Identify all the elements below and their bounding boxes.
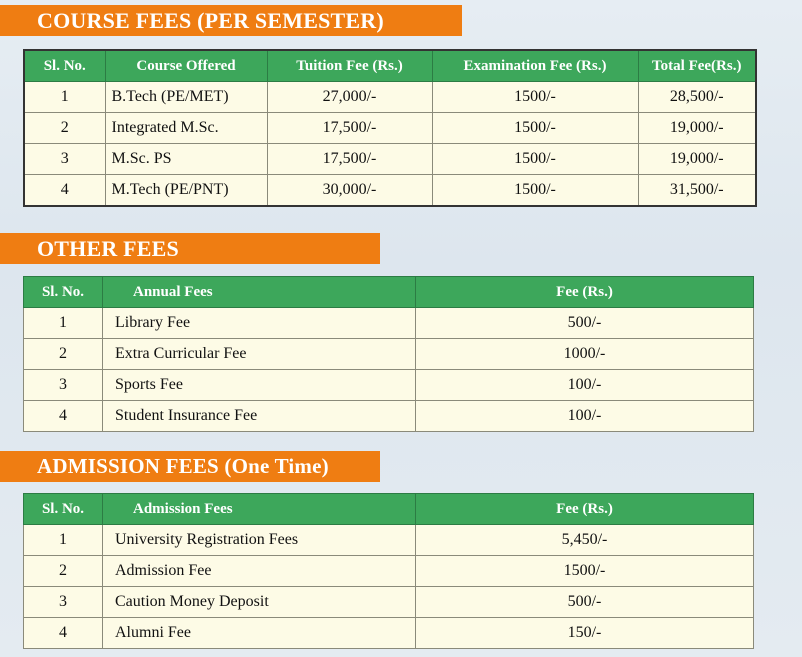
table-header-row (24, 50, 756, 82)
total-fee-cell: 28,500/- (638, 82, 756, 113)
exam-fee-cell: 1500/- (432, 144, 638, 175)
course-cell: M.Sc. PS (105, 144, 267, 175)
fee-name-cell: University Registration Fees (103, 525, 416, 556)
total-fee-cell: 19,000/- (638, 144, 756, 175)
exam-fee-cell: 1500/- (432, 175, 638, 207)
sl-no-cell: 3 (24, 370, 103, 401)
other-fees-table (23, 276, 754, 432)
total-fee-cell: 19,000/- (638, 113, 756, 144)
col-header-fee: Fee (Rs.) (416, 494, 754, 525)
sl-no-cell: 4 (24, 401, 103, 432)
sl-no-cell: 2 (24, 113, 105, 144)
sl-no-cell: 4 (24, 175, 105, 207)
fee-name-cell: Caution Money Deposit (103, 587, 416, 618)
table-header-row (24, 494, 754, 525)
col-header-annual-fees: Annual Fees (103, 277, 416, 308)
table-row (24, 144, 756, 175)
sl-no-cell: 2 (24, 339, 103, 370)
sl-no-cell: 1 (24, 525, 103, 556)
fee-amount-cell: 1500/- (416, 556, 754, 587)
admission-fees-banner: ADMISSION FEES (One Time) (0, 451, 380, 482)
table-header-row (24, 277, 754, 308)
exam-fee-cell: 1500/- (432, 82, 638, 113)
table-row (24, 82, 756, 113)
course-cell: B.Tech (PE/MET) (105, 82, 267, 113)
col-header-course-offered: Course Offered (105, 50, 267, 82)
table-row (24, 556, 754, 587)
fee-name-cell: Student Insurance Fee (103, 401, 416, 432)
tuition-fee-cell: 27,000/- (267, 82, 432, 113)
fee-amount-cell: 100/- (416, 401, 754, 432)
tuition-fee-cell: 17,500/- (267, 113, 432, 144)
col-header-total-fee: Total Fee(Rs.) (638, 50, 756, 82)
col-header-sl-no: Sl. No. (24, 50, 105, 82)
col-header-examination-fee: Examination Fee (Rs.) (432, 50, 638, 82)
fee-name-cell: Admission Fee (103, 556, 416, 587)
table-row (24, 370, 754, 401)
col-header-fee: Fee (Rs.) (416, 277, 754, 308)
table-row (24, 175, 756, 207)
tuition-fee-cell: 17,500/- (267, 144, 432, 175)
fee-name-cell: Extra Curricular Fee (103, 339, 416, 370)
tuition-fee-cell: 30,000/- (267, 175, 432, 207)
fee-amount-cell: 100/- (416, 370, 754, 401)
course-fees-table (23, 49, 757, 207)
course-cell: M.Tech (PE/PNT) (105, 175, 267, 207)
sl-no-cell: 2 (24, 556, 103, 587)
course-cell: Integrated M.Sc. (105, 113, 267, 144)
fee-amount-cell: 1000/- (416, 339, 754, 370)
fee-name-cell: Alumni Fee (103, 618, 416, 649)
course-fees-banner: COURSE FEES (PER SEMESTER) (0, 5, 462, 36)
col-header-admission-fees: Admission Fees (103, 494, 416, 525)
sl-no-cell: 1 (24, 82, 105, 113)
total-fee-cell: 31,500/- (638, 175, 756, 207)
fee-name-cell: Library Fee (103, 308, 416, 339)
sl-no-cell: 4 (24, 618, 103, 649)
sl-no-cell: 1 (24, 308, 103, 339)
table-row (24, 525, 754, 556)
table-row (24, 401, 754, 432)
fee-amount-cell: 500/- (416, 308, 754, 339)
fee-name-cell: Sports Fee (103, 370, 416, 401)
table-row (24, 587, 754, 618)
fee-amount-cell: 150/- (416, 618, 754, 649)
table-row (24, 113, 756, 144)
admission-fees-table (23, 493, 754, 649)
other-fees-banner: OTHER FEES (0, 233, 380, 264)
fee-amount-cell: 500/- (416, 587, 754, 618)
table-row (24, 308, 754, 339)
sl-no-cell: 3 (24, 144, 105, 175)
col-header-tuition-fee: Tuition Fee (Rs.) (267, 50, 432, 82)
table-row (24, 339, 754, 370)
col-header-sl-no: Sl. No. (24, 277, 103, 308)
sl-no-cell: 3 (24, 587, 103, 618)
exam-fee-cell: 1500/- (432, 113, 638, 144)
fee-amount-cell: 5,450/- (416, 525, 754, 556)
table-row (24, 618, 754, 649)
col-header-sl-no: Sl. No. (24, 494, 103, 525)
